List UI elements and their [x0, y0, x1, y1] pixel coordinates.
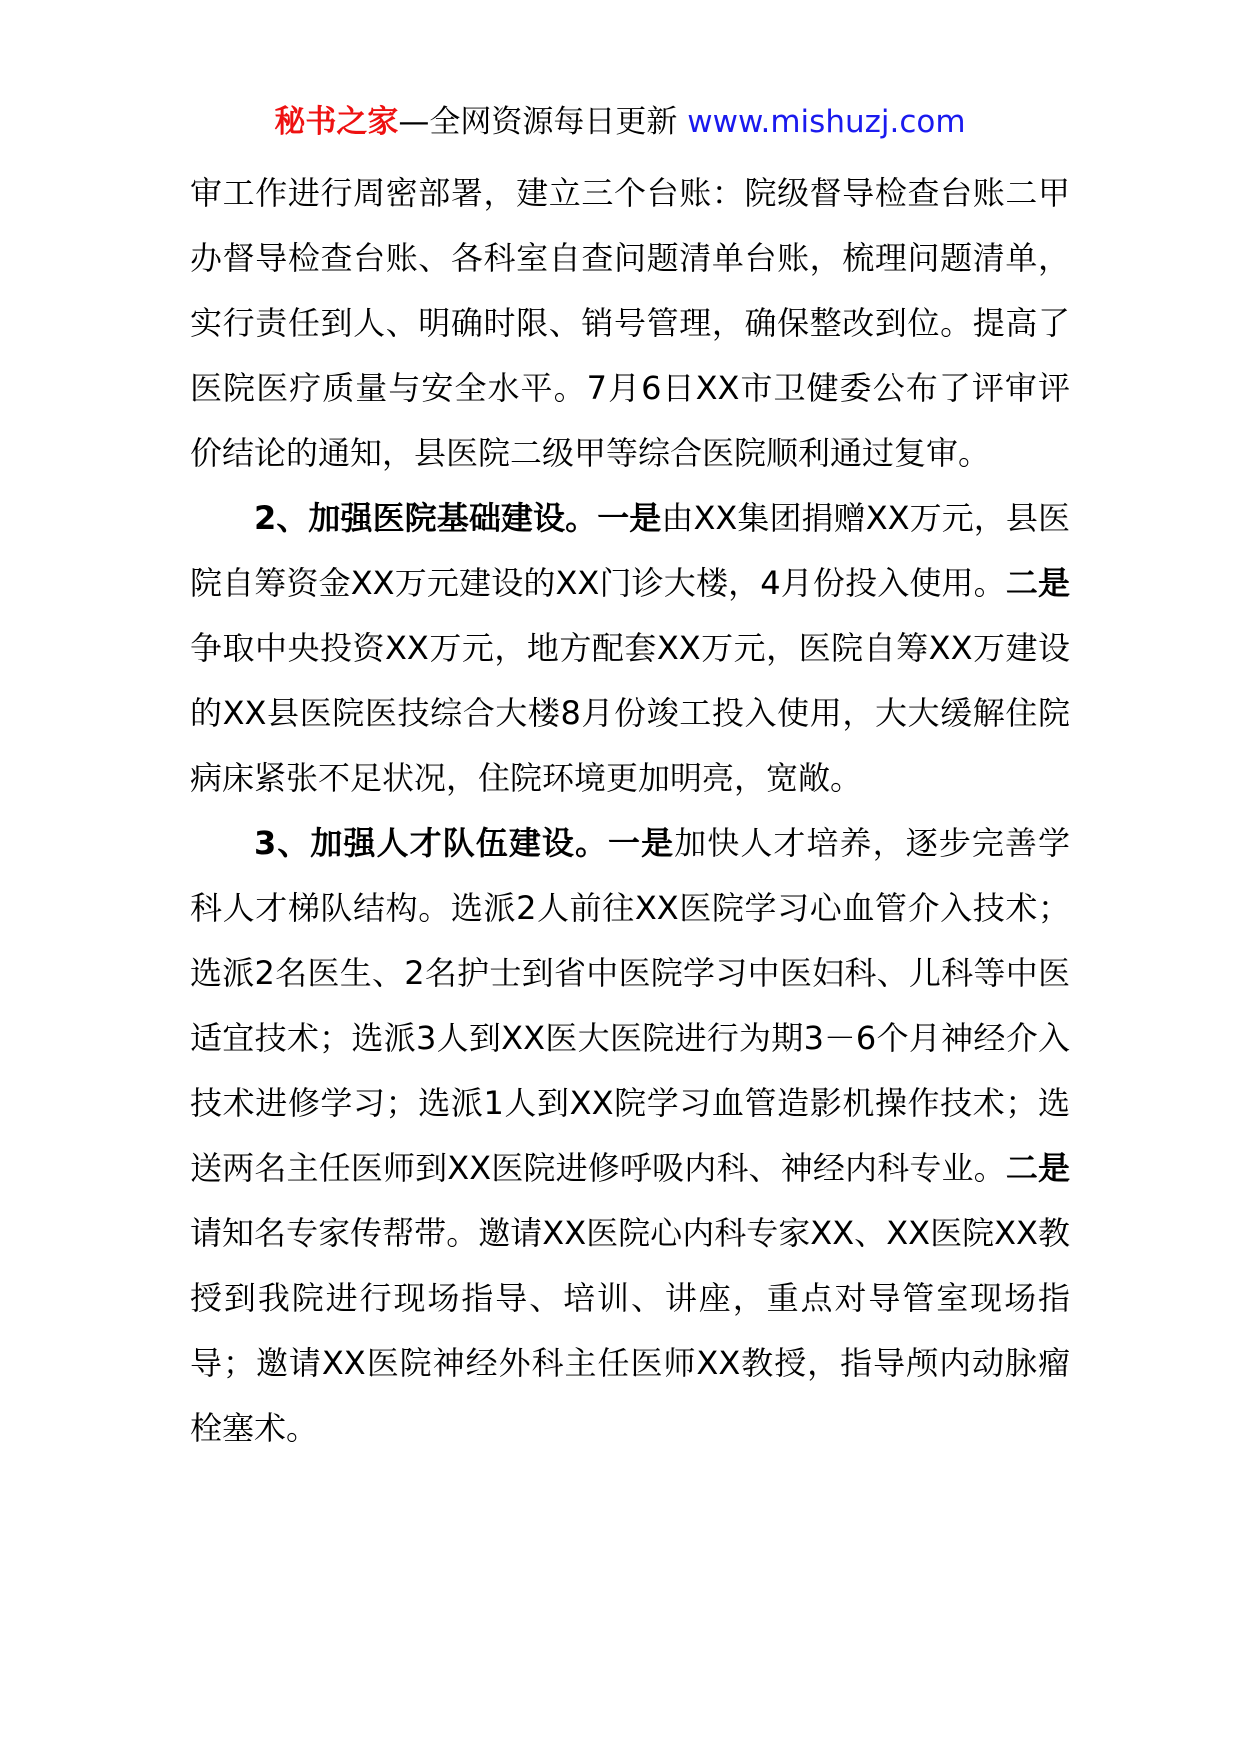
point-label-first: 一是 [597, 499, 662, 537]
site-brand: 秘书之家 [274, 104, 399, 140]
point-label-first: 一是 [608, 824, 675, 862]
paragraph-review-results: 审工作进行周密部署，建立三个台账：院级督导检查台账二甲办督导检查台账、各科室自查问题清单台账，梳理问题清单，实行责任到人、明确时限、销号管理，确保整改到位。提高了医院医疗质量与安全水平。7月6日XX市卫健委公布了评审评价结论的通知，县医院二级甲等综合医院顺利通过复审。 [190, 174, 1070, 472]
paragraph-infrastructure [190, 486, 1070, 811]
section-heading-infrastructure: 2、加强医院基础建设。 [254, 499, 598, 537]
site-tagline: —全网资源每日更新 [398, 104, 678, 140]
section-heading-talent: 3、加强人才队伍建设。 [254, 824, 609, 862]
paragraph-talent [190, 811, 1070, 1461]
point-text-first: 加快人才培养，逐步完善学科人才梯队结构。选派2人前往XX医院学习心血管介入技术；选派2名医生、2名护士到省中医院学习中医妇科、儿科等中医适宜技术；选派3人到XX医大医院进行为期3－6个月神经介入技术进修学习；选派1人到XX院学习血管造影机操作技术；选送两名主任医师到XX医院进修呼吸内科、神经内科专业。 [190, 824, 1070, 1187]
site-header-banner [0, 100, 1240, 144]
site-url-link[interactable]: www.mishuzj.com [687, 104, 966, 140]
point-label-second: 二是 [1005, 564, 1070, 602]
point-text-second: 请知名专家传帮带。邀请XX医院心内科专家XX、XX医院XX教授到我院进行现场指导、培训、讲座，重点对导管室现场指导；邀请XX医院神经外科主任医师XX教授，指导颅内动脉瘤栓塞术。 [190, 1214, 1070, 1447]
point-text-first: 由XX集团捐赠XX万元，县医院自筹资金XX万元建设的XX门诊大楼，4月份投入使用。 [190, 499, 1070, 602]
point-text-second: 争取中央投资XX万元，地方配套XX万元，医院自筹XX万建设的XX县医院医技综合大楼8月份竣工投入使用，大大缓解住院病床紧张不足状况，住院环境更加明亮，宽敞。 [190, 629, 1070, 797]
document-body [190, 161, 1070, 1461]
point-label-second: 二是 [1005, 1149, 1070, 1187]
